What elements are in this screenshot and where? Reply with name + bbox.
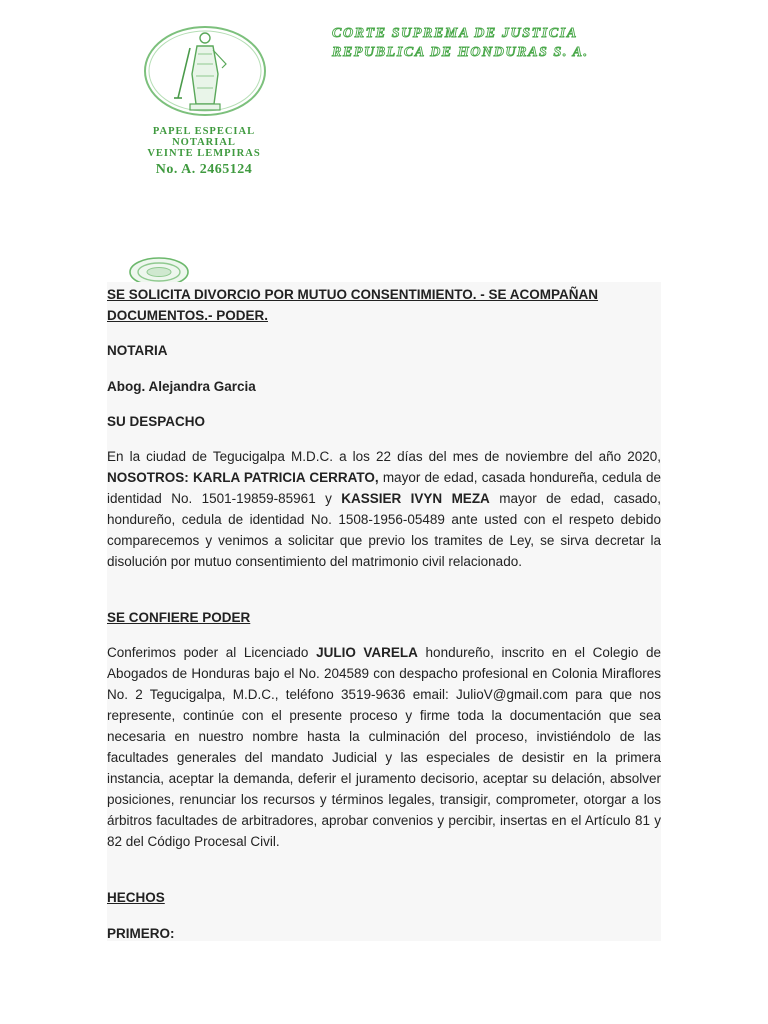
paragraph-petition xyxy=(107,446,661,572)
stamp-line-1: PAPEL ESPECIAL xyxy=(152,126,256,137)
p1-party-2: KASSIER IVYN MEZA xyxy=(341,491,490,506)
court-line-2: REPUBLICA DE HONDURAS S. A. xyxy=(332,45,589,60)
p1-text-e: mayor de edad, casado, hondureño, cedula de identidad No. 1508-1956-05489 ante usted con el respeto debido comparecemos y venimos a solicitar que previo los tramites de Ley, se sirva decretar la disolución por mutuo consentimiento del matrimonio civil relacionado. xyxy=(107,491,661,569)
p2-text-c: hondureño, inscrito en el Colegio de Abogados de Honduras bajo el No. 204589 con despacho profesional en Colonia Miraflores No. 2 Tegucigalpa, M.D.C., teléfono 3519-9636 email: JulioV@gmail.com para que nos represente, continúe con el presente proceso y firme toda la documentación que sea necesaria en nuestro nombre hasta la culminación del proceso, invistiéndolo de las facultades generales del mandato Judicial y las especiales de desistir en la primera instancia, aceptar la demanda, deferir el juramento decisorio, aceptar su delación, absolver posiciones, renunciar los recursos y términos legales, transigir, comprometer, otorgar a los árbitros facultades de arbitradores, aprobar convenios y percibir, insertas en el Artículo 81 y 82 del Código Procesal Civil. xyxy=(107,645,661,849)
section-primero-heading: PRIMERO: xyxy=(107,926,175,941)
stamp-line-2: NOTARIAL xyxy=(172,137,236,148)
p1-party-1: NOSOTROS: KARLA PATRICIA CERRATO, xyxy=(107,470,379,485)
p1-text-c: mayor de edad, casada hondureña, cedula de identidad No. 1501-19859-85961 y xyxy=(107,470,661,506)
document-title xyxy=(107,284,661,326)
court-line-1: CORTE SUPREMA DE JUSTICIA xyxy=(332,26,578,41)
addressee-notaria: NOTARIA xyxy=(107,343,168,358)
p2-attorney: JULIO VARELA xyxy=(316,645,418,660)
stamp-line-3: VEINTE LEMPIRAS xyxy=(147,148,261,159)
notarial-stamp xyxy=(118,126,290,179)
stamp-number: No. A. 2465124 xyxy=(155,162,253,177)
title-line-2: DOCUMENTOS.- PODER. xyxy=(107,308,269,323)
section-poder-heading: SE CONFIERE PODER xyxy=(107,610,251,625)
justice-statue-seal-icon xyxy=(142,24,268,118)
document-body xyxy=(107,282,661,941)
title-line-1: SE SOLICITA DIVORCIO POR MUTUO CONSENTIMIENTO. - SE ACOMPAÑAN xyxy=(107,287,599,302)
court-header xyxy=(332,24,672,62)
addressee-name: Abog. Alejandra Garcia xyxy=(107,379,256,394)
section-hechos-heading: HECHOS xyxy=(107,890,165,905)
paragraph-poder xyxy=(107,642,661,852)
addressee-despacho: SU DESPACHO xyxy=(107,414,206,429)
p2-text-a: Conferimos poder al Licenciado xyxy=(107,645,317,660)
p1-text-a: En la ciudad de Tegucigalpa M.D.C. a los 22 días del mes de noviembre del año 2020, xyxy=(107,449,661,464)
